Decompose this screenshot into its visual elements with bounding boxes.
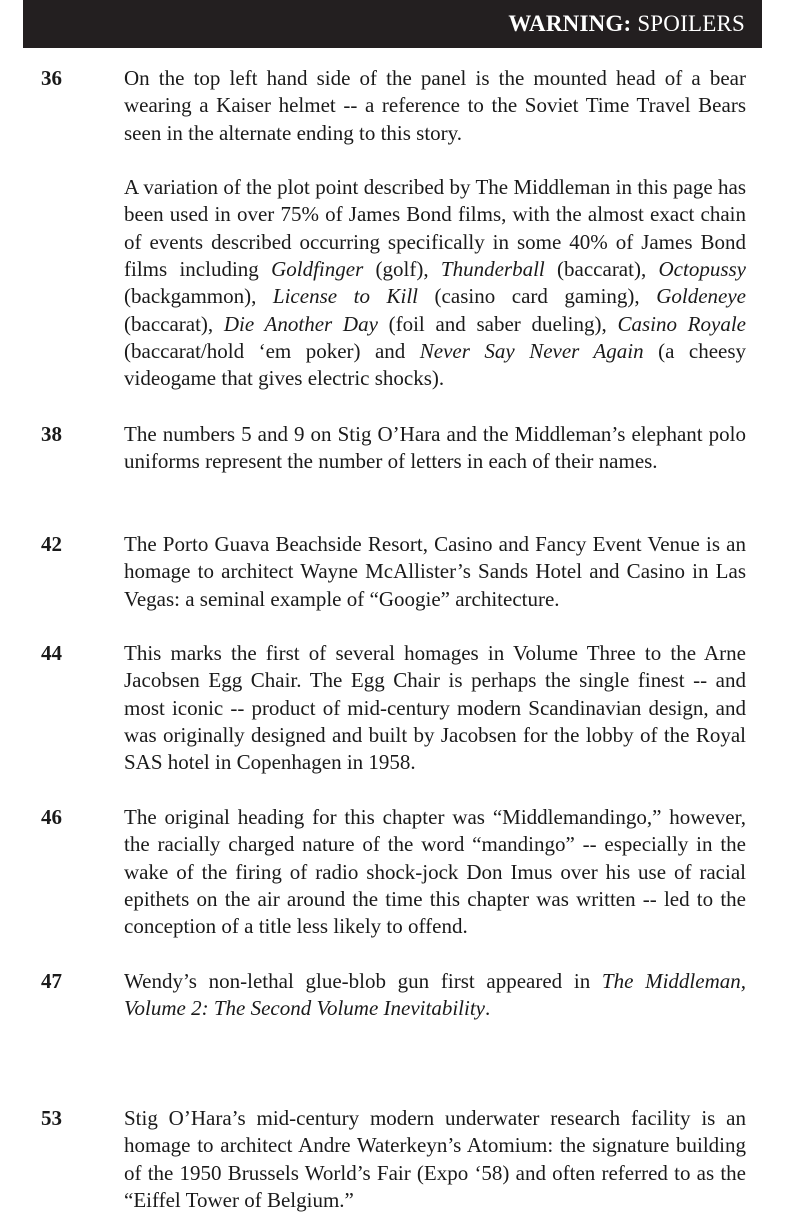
text-run: (baccarat), [544, 257, 659, 282]
page-number: 46 [41, 805, 62, 829]
annotation-paragraph [124, 804, 746, 940]
text-run: Stig O’Hara’s mid-century modern underwater research facility is an homage to architect Andre Waterkeyn’s Atomium: the signature building of the 1950 Brussels World’s Fair (Expo ‘58) and often referred to as the “Eiffel Tower of Belgium.” [124, 1106, 746, 1212]
text-run: This marks the first of several homages in Volume Three to the Arne Jacobsen Egg Chair. The Egg Chair is perhaps the single finest -- and most iconic -- product of mid-century modern Scandinavian design, and was originally designed and built by Jacobsen for the lobby of the Royal SAS hotel in Copenhagen in 1958. [124, 641, 746, 775]
italic-title: Goldfinger [271, 257, 364, 282]
annotation-text [124, 65, 746, 393]
annotation-text [124, 531, 746, 613]
text-run: (baccarat/hold ‘em poker) and [124, 338, 420, 363]
text-run: (a cheesy videogame that gives electric shocks). [124, 338, 747, 391]
italic-title: Casino Royale [617, 311, 746, 336]
text-run: The original heading for this chapter was “Middlemandingo,” however, the racially charged nature of the word “mandingo” -- especially in the wake of the firing of radio shock-jock Don Imus over his use of racial epithets on the air around the time this chapter was written -- led to the conception of a title less likely to offend. [124, 805, 746, 939]
page-number: 42 [41, 532, 62, 556]
italic-title: Never Say Never Again [419, 338, 644, 363]
text-run: . [485, 996, 491, 1021]
italic-title: The Middleman, Volume 2: The Second Volume Inevitability [124, 969, 746, 1021]
italic-title: Thunderball [440, 257, 545, 282]
warning-text: SPOILERS [637, 11, 745, 36]
text-run: (backgammon), [124, 284, 273, 309]
page-number: 53 [41, 1106, 62, 1130]
annotation-paragraph [124, 421, 746, 476]
italic-title: License to Kill [272, 284, 419, 309]
annotation-paragraph [124, 1105, 746, 1214]
text-run: The Porto Guava Beachside Resort, Casino and Fancy Event Venue is an homage to architect Wayne McAllister’s Sands Hotel and Casino in Las Vegas: a seminal example of “Googie” architecture. [124, 532, 746, 611]
text-run: Wendy’s non-lethal glue-blob gun first appeared in [124, 969, 602, 993]
text-run: The numbers 5 and 9 on Stig O’Hara and the Middleman’s elephant polo uniforms represent the number of letters in each of their names. [124, 422, 746, 474]
spoiler-warning-banner [23, 0, 762, 48]
page-number: 44 [41, 641, 62, 665]
annotation-text [124, 421, 746, 476]
annotation-paragraph [124, 968, 746, 1023]
text-run: (casino card gaming), [418, 284, 657, 309]
annotation-text [124, 640, 746, 776]
italic-title: Die Another Day [223, 311, 378, 336]
annotation-text [124, 968, 746, 1023]
annotation-paragraph [124, 65, 746, 147]
italic-title: Octopussy [658, 257, 746, 282]
annotation-text [124, 1105, 746, 1214]
text-run: (foil and saber dueling), [377, 311, 618, 336]
text-run: A variation of the plot point described by The Middleman in this page has been used in over 75% of James Bond films, with the almost exact chain of events described occurring specifically in some 40% of James Bond films including [124, 175, 746, 282]
italic-title: Goldeneye [656, 284, 747, 309]
annotation-paragraph [124, 174, 746, 392]
page-number: 38 [41, 422, 62, 446]
page-number: 47 [41, 969, 62, 993]
page-number: 36 [41, 66, 62, 90]
text-run: (golf), [363, 257, 441, 282]
annotation-paragraph [124, 531, 746, 613]
warning-label: WARNING: [508, 11, 632, 36]
annotation-text [124, 804, 746, 940]
annotation-paragraph [124, 640, 746, 776]
text-run: (baccarat), [124, 311, 224, 336]
text-run: On the top left hand side of the panel is the mounted head of a bear wearing a Kaiser helmet -- a reference to the Soviet Time Travel Bears seen in the alternate ending to this story. [124, 66, 746, 145]
